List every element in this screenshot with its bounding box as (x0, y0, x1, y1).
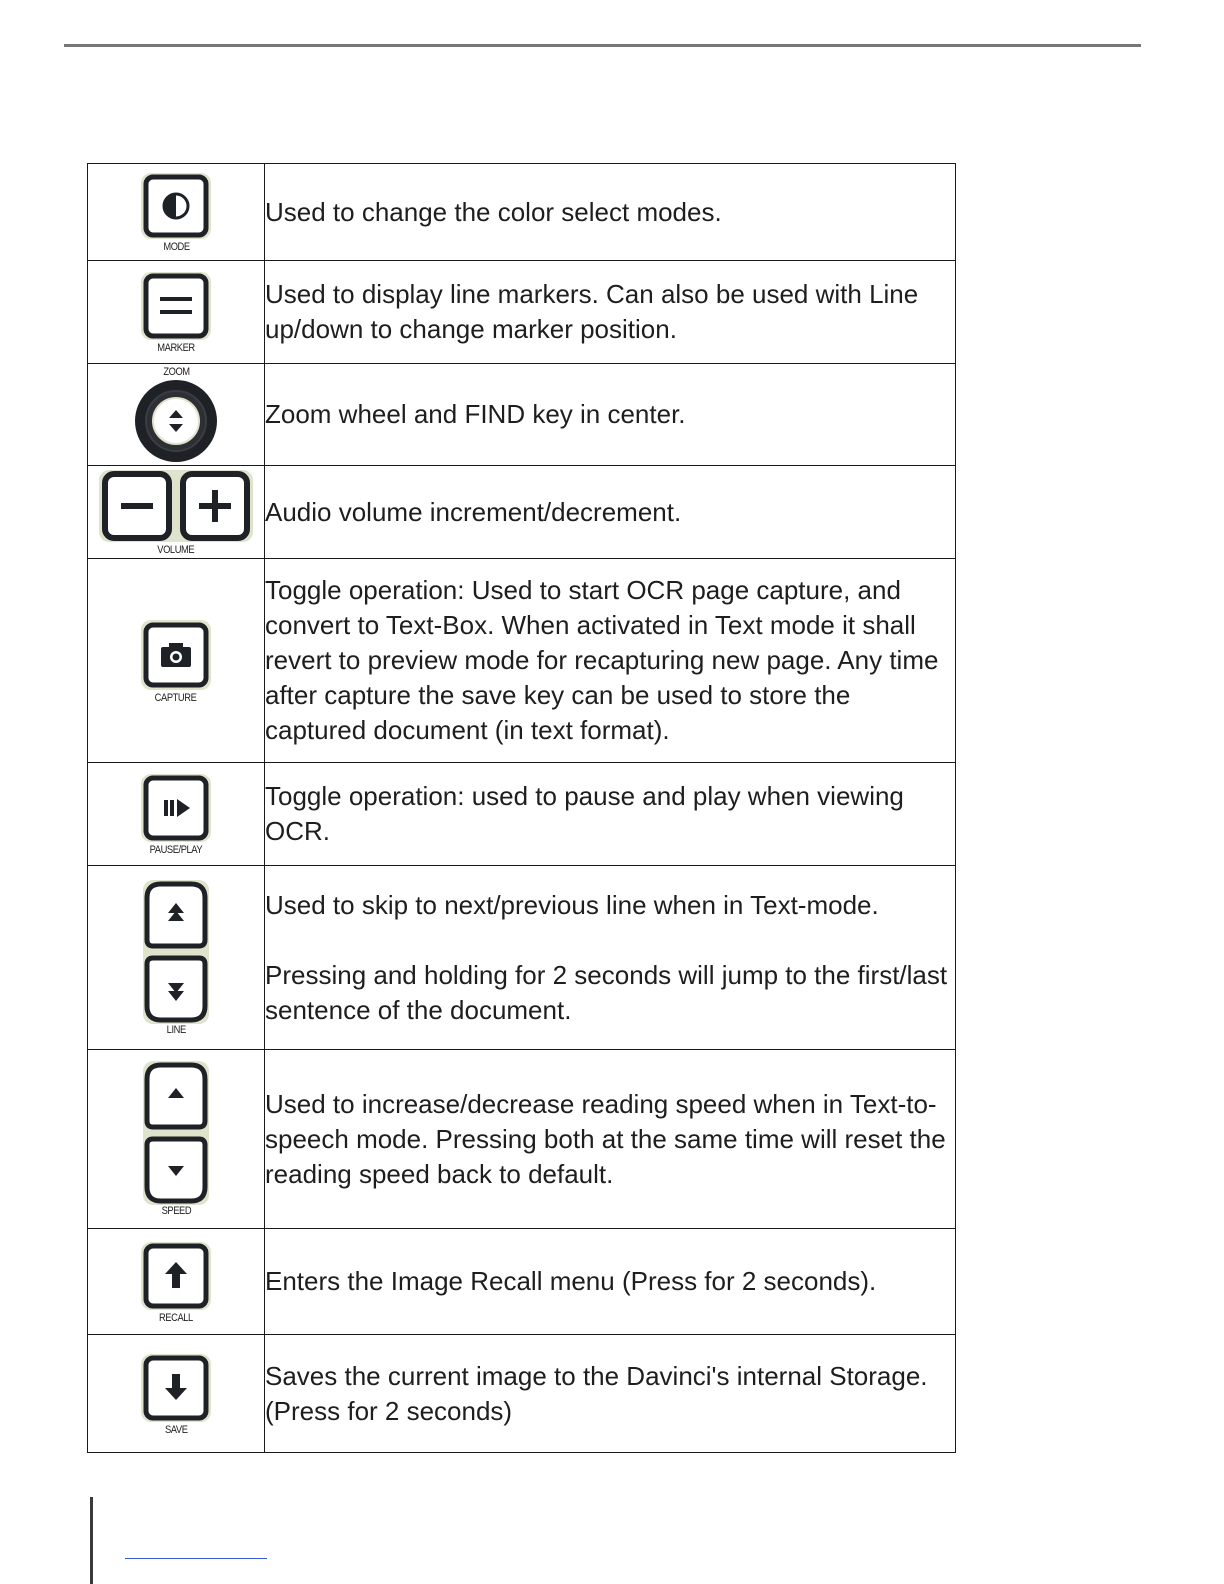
key-cell-marker (88, 261, 265, 364)
key-description: Used to increase/decrease reading speed when in Text-to-speech mode. Pressing both at the same time will reset the reading speed back to default. (265, 1050, 956, 1229)
table-row (88, 466, 956, 559)
key-description: Used to display line markers. Can also be used with Line up/down to change marker position. (265, 261, 956, 364)
key-caption: PAUSE/PLAY (149, 844, 203, 856)
key-cell-line (88, 866, 265, 1050)
contrast-icon (139, 171, 213, 241)
table-row (88, 866, 956, 1050)
arrow-up-icon (139, 1240, 213, 1312)
key-caption: MARKER (157, 342, 195, 354)
key-caption: SPEED (161, 1205, 191, 1217)
key-description: Enters the Image Recall menu (Press for 2 seconds). (265, 1229, 956, 1335)
pause-play-icon (139, 772, 213, 844)
key-cell-mode (88, 164, 265, 261)
key-function-table (87, 163, 956, 1453)
zoom-wheel-icon (132, 378, 220, 464)
key-caption: CAPTURE (155, 691, 197, 704)
table-row (88, 763, 956, 866)
key-description: Toggle operation: Used to start OCR page capture, and convert to Text-Box. When activated in Text mode it shall revert to preview mode for recapturing new page. Any time after capture the save key can be used to store the captured document (in text format). (265, 559, 956, 763)
key-cell-save (88, 1335, 265, 1453)
key-description: Used to skip to next/previous line when in Text-mode. Pressing and holding for 2 seconds will jump to the first/last sentence of the document. (265, 866, 956, 1050)
table-row (88, 164, 956, 261)
key-cell-capture (88, 559, 265, 763)
top-rule (64, 44, 1141, 47)
footer-rule (125, 1558, 267, 1559)
key-description: Used to change the color select modes. (265, 164, 956, 261)
page-margin-bar (90, 1497, 93, 1584)
line-up-down-icon (141, 880, 211, 1024)
key-description: Saves the current image to the Davinci's internal Storage. (Press for 2 seconds) (265, 1335, 956, 1453)
key-caption: ZOOM (162, 365, 190, 378)
table-row (88, 1335, 956, 1453)
key-caption: MODE (162, 241, 190, 253)
key-description: Zoom wheel and FIND key in center. (265, 364, 956, 466)
key-cell-recall (88, 1229, 265, 1335)
table-row (88, 1229, 956, 1335)
key-description: Audio volume increment/decrement. (265, 466, 956, 559)
key-cell-volume (88, 466, 265, 559)
key-cell-speed (88, 1050, 265, 1229)
key-caption: VOLUME (157, 544, 195, 556)
table-row (88, 1050, 956, 1229)
table-row (88, 364, 956, 466)
key-caption: LINE (166, 1023, 186, 1036)
arrow-down-icon (139, 1352, 213, 1424)
camera-icon (139, 618, 213, 692)
table-row (88, 261, 956, 364)
table-row (88, 559, 956, 763)
key-description: Toggle operation: used to pause and play when viewing OCR. (265, 763, 956, 866)
key-caption: RECALL (159, 1311, 193, 1324)
key-cell-zoom (88, 364, 265, 466)
key-caption: SAVE (164, 1423, 188, 1436)
minus-plus-icon (99, 468, 253, 544)
equals-icon (139, 270, 213, 342)
key-cell-pause-play (88, 763, 265, 866)
speed-up-down-icon (141, 1061, 211, 1205)
